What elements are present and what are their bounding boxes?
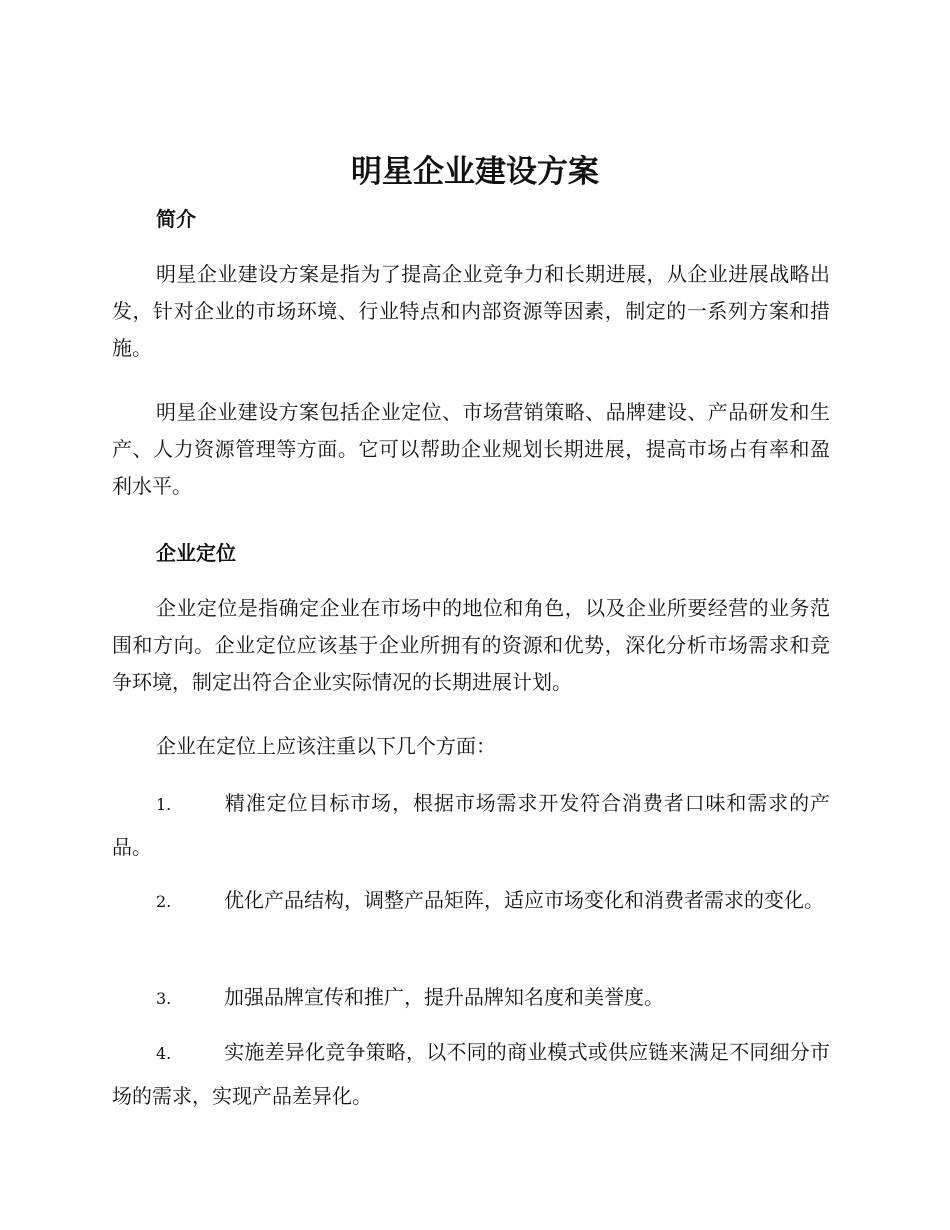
section-heading-intro: 简介: [156, 207, 196, 231]
list-text: 优化产品结构，调整产品矩阵，适应市场变化和消费者需求的变化。: [224, 888, 824, 912]
document-title: 明星企业建设方案: [351, 154, 599, 190]
list-number: 1.: [156, 795, 172, 814]
list-text: 精准定位目标市场，根据市场需求开发符合消费者口味和需求的产品。: [112, 791, 830, 859]
list-number: 4.: [156, 1044, 172, 1063]
list-item-4: [112, 1031, 830, 1117]
list-item-3: [112, 976, 830, 1020]
intro-paragraph-2: 明星企业建设方案包括企业定位、市场营销策略、品牌建设、产品研发和生产、人力资源管理等方面。它可以帮助企业规划长期进展，提高市场占有率和盈利水平。: [112, 400, 830, 498]
list-text: 加强品牌宣传和推广，提升品牌知名度和美誉度。: [224, 985, 664, 1009]
positioning-paragraph-1: 企业定位是指确定企业在市场中的地位和角色，以及企业所要经营的业务范围和方向。企业定位应该基于企业所拥有的资源和优势，深化分析市场需求和竞争环境，制定出符合企业实际情况的长期进展计划。: [112, 596, 830, 694]
section-heading-positioning: 企业定位: [156, 541, 236, 565]
list-number: 3.: [156, 989, 172, 1008]
positioning-paragraph-2: 企业在定位上应该注重以下几个方面：: [156, 734, 496, 758]
intro-paragraph-1: 明星企业建设方案是指为了提高企业竞争力和长期进展，从企业进展战略出发，针对企业的市场环境、行业特点和内部资源等因素，制定的一系列方案和措施。: [112, 262, 830, 360]
list-item-1: [112, 782, 830, 868]
list-item-2: [112, 879, 830, 923]
list-number: 2.: [156, 892, 172, 911]
list-text: 实施差异化竞争策略，以不同的商业模式或供应链来满足不同细分市场的需求，实现产品差异化。: [112, 1040, 830, 1108]
